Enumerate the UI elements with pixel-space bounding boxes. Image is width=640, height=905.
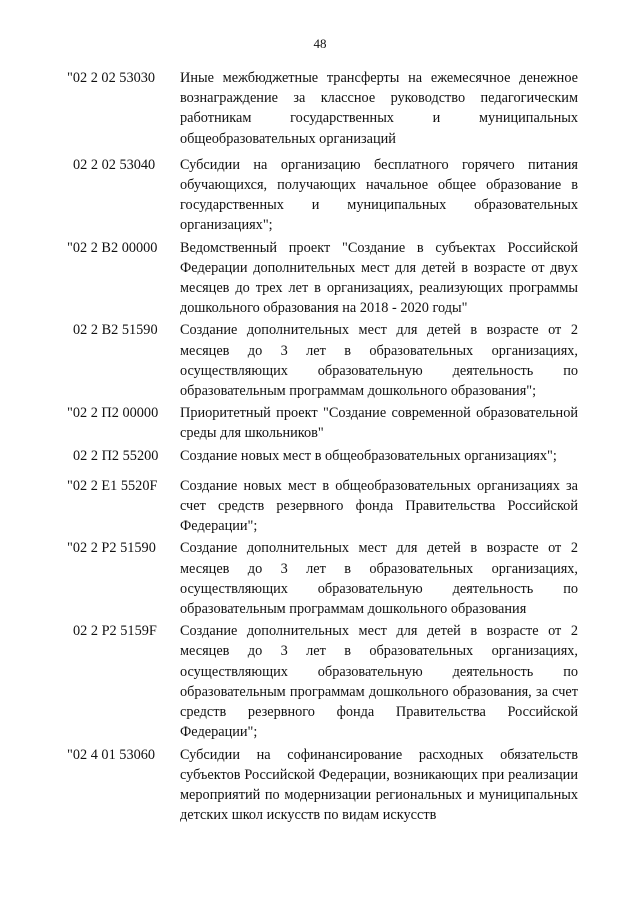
budget-entry — [0, 476, 640, 537]
budget-code: "02 2 P2 51590 — [67, 540, 156, 557]
budget-code: 02 2 P2 5159F — [73, 623, 157, 640]
budget-code: "02 2 П2 00000 — [67, 405, 159, 422]
budget-entry — [0, 621, 640, 742]
budget-code: "02 2 В2 00000 — [67, 239, 158, 256]
budget-description: Создание дополнительных мест для детей в возрасте от 2 месяцев до 3 лет в образовательных организациях, осуществляющих образовательную деятельность по образовательным программам дошкольного образования"; — [180, 322, 578, 400]
budget-description: Создание дополнительных мест для детей в возрасте от 2 месяцев до 3 лет в образовательных организациях, осуществляющих образовательную деятельность по образовательным программам дошкольного образования — [180, 540, 578, 618]
budget-code: 02 2 П2 55200 — [73, 447, 159, 464]
budget-entry — [0, 538, 640, 619]
budget-code: "02 4 01 53060 — [67, 746, 156, 763]
budget-code: 02 2 02 53040 — [73, 156, 156, 173]
budget-entry — [0, 238, 640, 319]
budget-description: Ведомственный проект "Создание в субъектах Российской Федерации дополнительных мест для детей в возрасте от двух месяцев до трех лет в организациях, реализующих программы дошкольного образования на 2018 - 2020 годы" — [180, 239, 578, 317]
budget-entry — [0, 68, 640, 149]
budget-code-list — [0, 68, 640, 825]
budget-code: 02 2 В2 51590 — [73, 322, 158, 339]
budget-description: Субсидии на софинансирование расходных обязательств субъектов Российской Федерации, возникающих при реализации мероприятий по модернизации региональных и муниципальных детских школ искусств по видам искусств — [180, 746, 578, 824]
budget-description: Субсидии на организацию бесплатного горячего питания обучающихся, получающих начальное общее образование в государственных и муниципальных образовательных организациях"; — [180, 156, 578, 234]
budget-description: Приоритетный проект "Создание современной образовательной среды для школьников" — [180, 405, 578, 442]
budget-entry — [0, 745, 640, 826]
budget-description: Иные межбюджетные трансферты на ежемесячное денежное вознаграждение за классное руководство педагогическим работникам государственных и муниципальных общеобразовательных организаций — [180, 70, 578, 147]
budget-description: Создание новых мест в общеобразовательных организациях"; — [180, 447, 557, 464]
budget-description: Создание новых мест в общеобразовательных организациях за счет средств резервного фонда Правительства Российской Федерации"; — [180, 477, 578, 535]
page-number: 48 — [313, 36, 327, 51]
budget-code: "02 2 02 53030 — [67, 70, 156, 86]
budget-entry — [0, 446, 640, 466]
budget-entry — [0, 155, 640, 236]
budget-entry — [0, 320, 640, 401]
budget-code: "02 2 E1 5520F — [67, 477, 158, 494]
budget-description: Создание дополнительных мест для детей в возрасте от 2 месяцев до 3 лет в образовательных организациях, осуществляющих образовательную деятельность по образовательным программам дошкольного образования, за счет средств резервного фонда Правительства Российской Федерации"; — [180, 623, 578, 741]
budget-entry — [0, 403, 640, 443]
